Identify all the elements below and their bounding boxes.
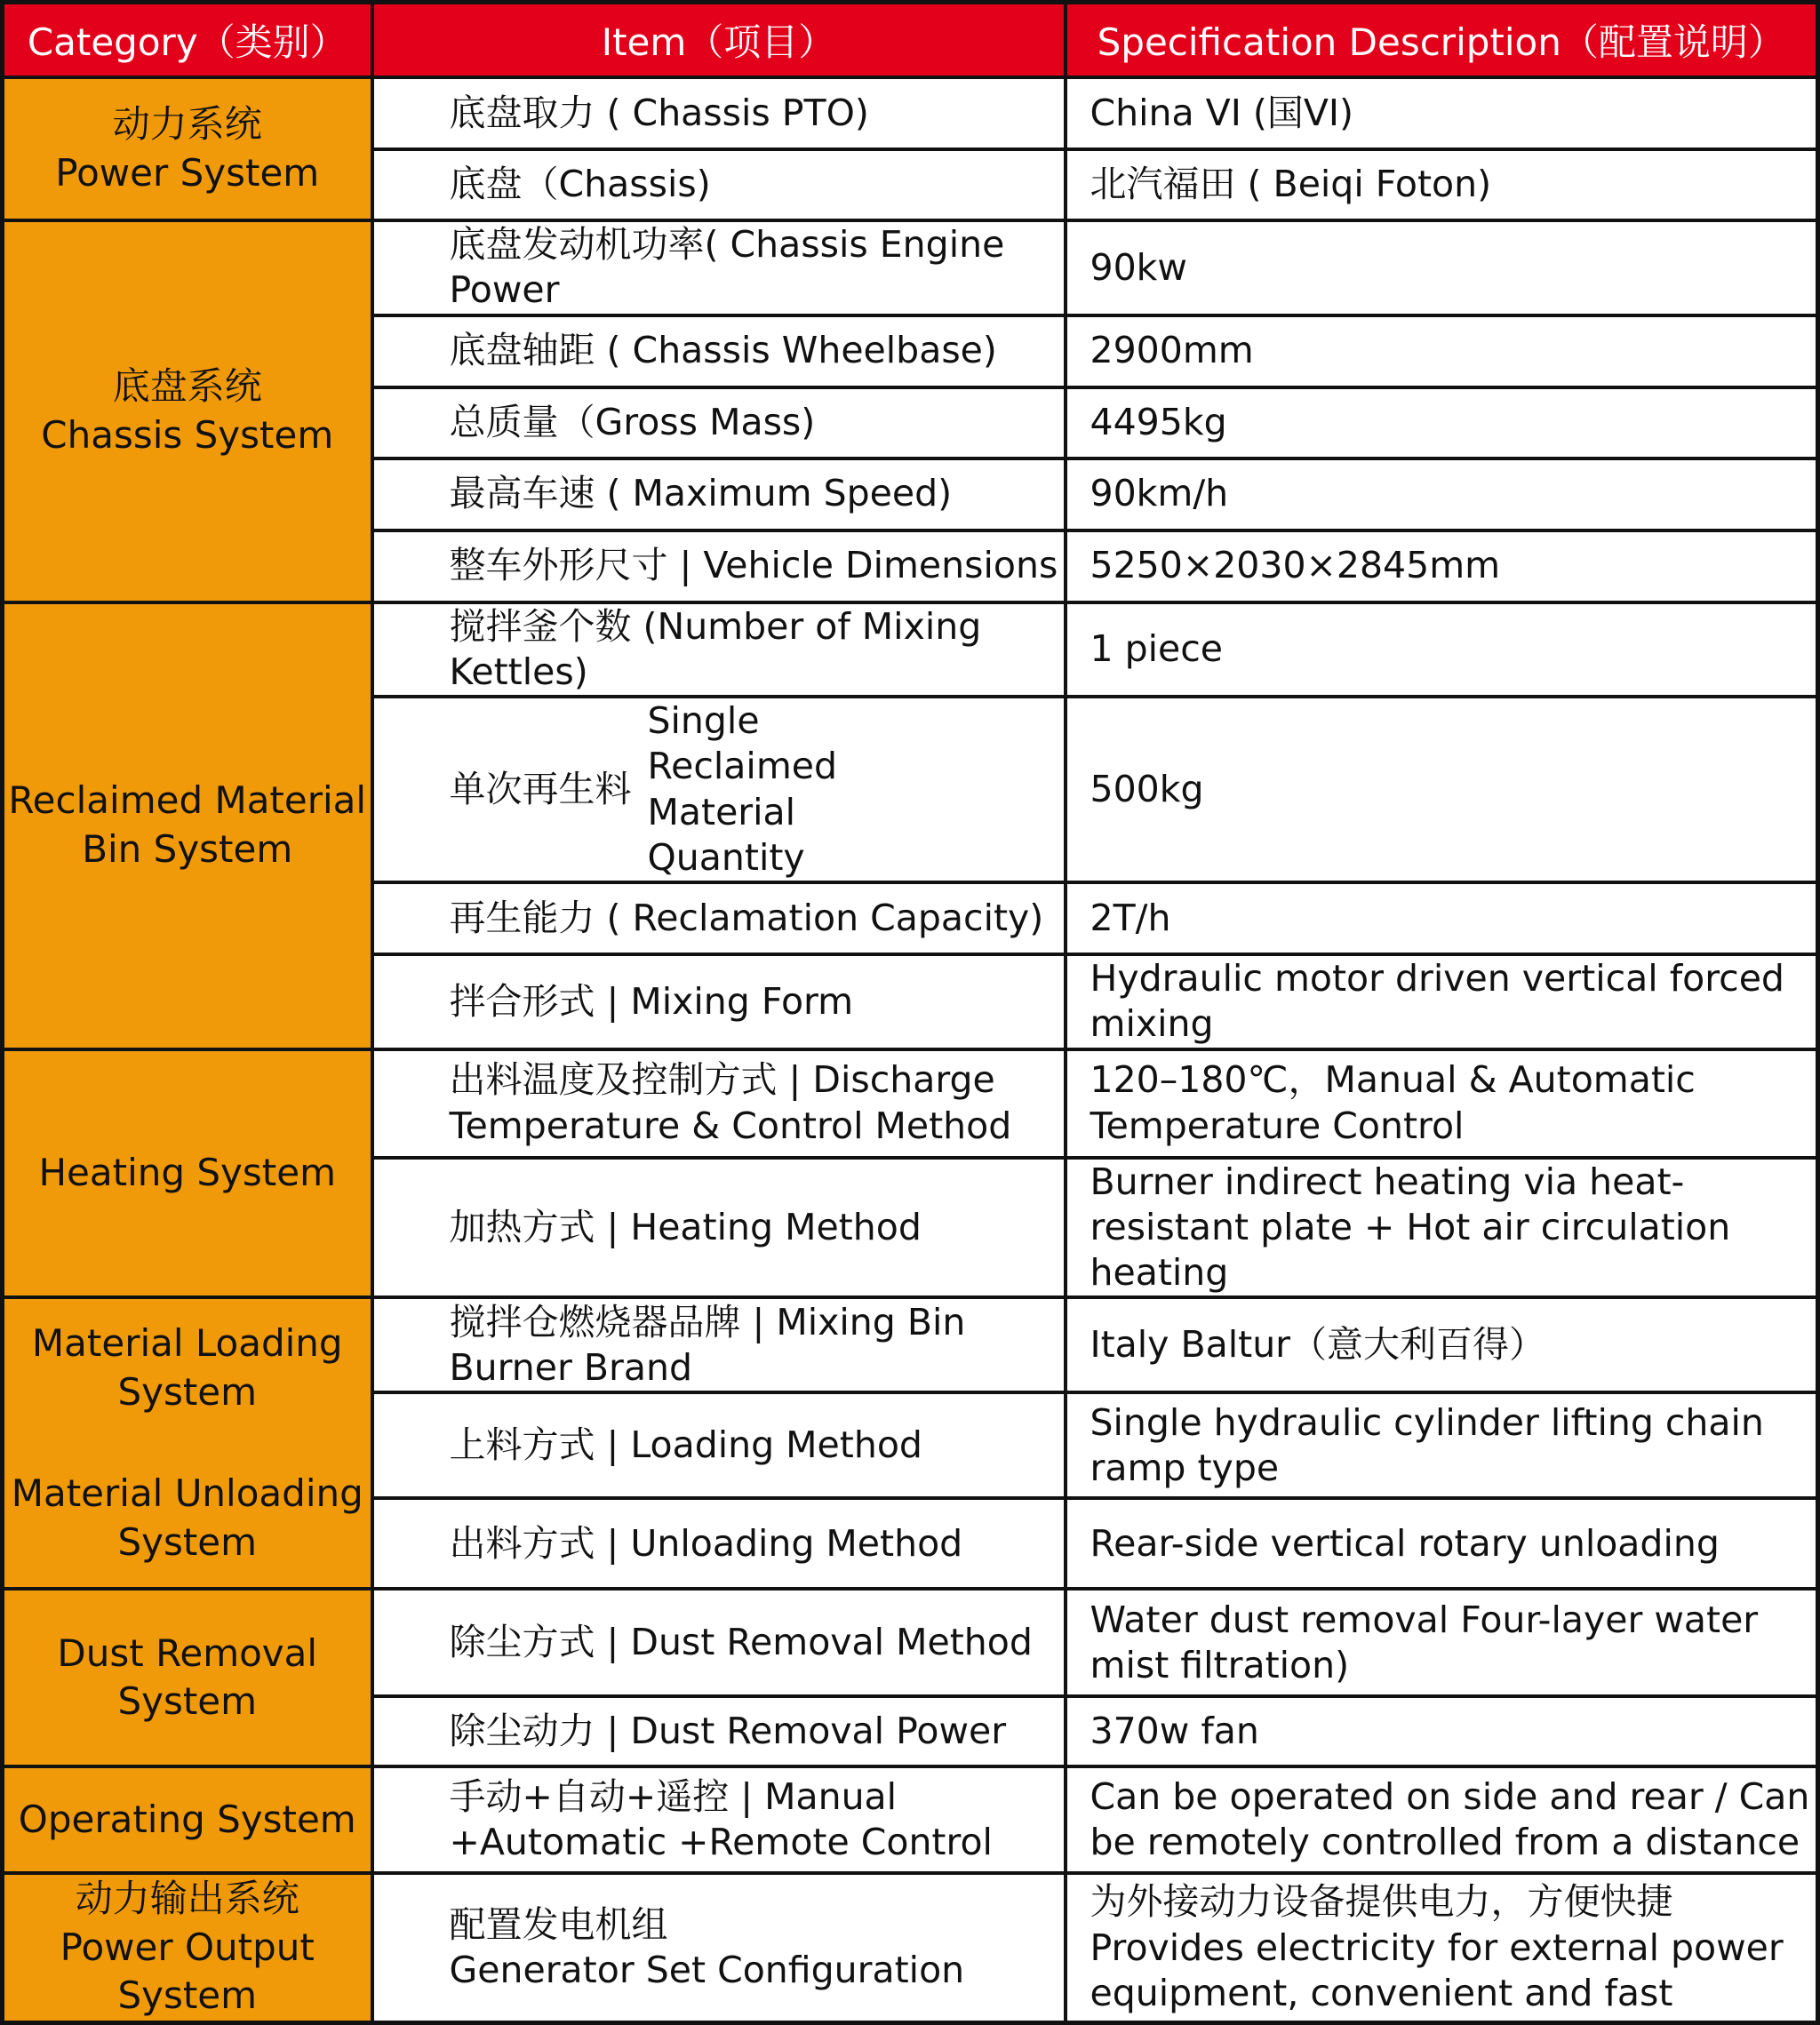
category-heating [3,1049,372,1298]
spec-cell: 370w fan [1066,1696,1818,1766]
category-label: Material Unloading [11,1471,363,1516]
category-label: Power System [55,150,320,195]
item-cell: 底盘（Chassis) [372,149,1066,220]
category-label: Reclaimed Material [8,778,367,823]
item-cell: 底盘轴距 ( Chassis Wheelbase) [372,315,1066,387]
category-label: 动力输出系统 [75,1877,299,1921]
item-cell: 搅拌仓燃烧器品牌 | Mixing Bin Burner Brand [372,1297,1066,1392]
category-label: Material Loading [31,1321,343,1366]
spec-cell: Single hydraulic cylinder lifting chain ramp type [1066,1392,1818,1498]
category-operating [3,1766,372,1873]
item-cell: 出料方式 | Unloading Method [372,1498,1066,1589]
category-reclaimed [3,602,372,1049]
item-cell [372,1873,1066,2022]
item-en: Single Reclaimed Material Quantity [647,699,838,879]
table-row [3,1873,1818,2022]
category-label: Heating System [38,1151,337,1195]
item-cell: 上料方式 | Loading Method [372,1392,1066,1498]
item-cell: 底盘发动机功率( Chassis Engine Power [372,220,1066,315]
category-output [3,1873,372,2022]
category-label: Bin System [82,827,293,871]
spec-en: Provides electricity for external power equipment, convenient and fast [1090,1925,1784,2014]
category-label: Operating System [18,1797,356,1841]
table-row [3,220,1818,315]
spec-cell: Rear-side vertical rotary unloading [1066,1498,1818,1589]
category-label: 底盘系统 [112,364,262,409]
item-cell: 除尘方式 | Dust Removal Method [372,1589,1066,1696]
item-cn: 单次再生料 [449,767,632,810]
table-row [3,77,1818,149]
table-row [3,1589,1818,1696]
category-label: System [117,1679,258,1724]
spec-cell: Water dust removal Four-layer water mist filtration) [1066,1589,1818,1696]
spec-cell [1066,1873,1818,2022]
spec-cell: Hydraulic motor driven vertical forced mixing [1066,954,1818,1049]
header-row [3,3,1818,78]
category-label: System [117,1519,258,1564]
header-spec: Specification Description（配置说明） [1066,3,1818,78]
table-row [3,1297,1818,1392]
table-row [3,602,1818,698]
item-en: Generator Set Configuration [449,1949,965,1992]
item-cell: 除尘动力 | Dust Removal Power [372,1696,1066,1766]
spec-cell: Italy Baltur（意大利百得） [1066,1297,1818,1392]
header-item: Item（项目） [372,3,1066,78]
item-cell: 拌合形式 | Mixing Form [372,954,1066,1049]
spec-cell: Burner indirect heating via heat-resistant plate + Hot air circulation heating [1066,1158,1818,1298]
item-cell: 手动+自动+遥控 | Manual +Automatic +Remote Control [372,1766,1066,1873]
table-row [3,1049,1818,1158]
spec-cell: 2900mm [1066,315,1818,387]
spec-cell: 500kg [1066,697,1818,882]
category-chassis [3,220,372,602]
spec-cell: 1 piece [1066,602,1818,698]
spec-cell: Can be operated on side and rear / Can be remotely controlled from a distance [1066,1766,1818,1873]
item-cell [372,697,1066,882]
category-label: Power Output System [60,1925,315,2018]
category-loading-unloading [3,1297,372,1589]
table-row [3,1766,1818,1873]
spec-cell: 2T/h [1066,882,1818,954]
header-category: Category（类别） [3,3,372,78]
category-label: Dust Removal [57,1630,318,1675]
spec-cn: 为外接动力设备提供电力，方便快捷 [1090,1880,1673,1924]
category-label: 动力系统 [112,101,262,146]
category-dust [3,1589,372,1766]
category-label: System [117,1369,258,1414]
category-power [3,77,372,220]
item-cell: 总质量（Gross Mass) [372,387,1066,458]
spec-cell: China VI (国VI) [1066,77,1818,149]
item-cell: 搅拌釜个数 (Number of Mixing Kettles) [372,602,1066,698]
item-cn: 配置发电机组 [449,1902,668,1946]
item-cell: 再生能力 ( Reclamation Capacity) [372,882,1066,954]
category-label: Chassis System [41,412,334,457]
spec-cell: 90kw [1066,220,1818,315]
item-cell: 加热方式 | Heating Method [372,1158,1066,1298]
item-cell: 最高车速 ( Maximum Speed) [372,458,1066,530]
spec-cell: 120–180℃，Manual & Automatic Temperature Control [1066,1049,1818,1158]
item-cell: 底盘取力 ( Chassis PTO) [372,77,1066,149]
spec-cell: 4495kg [1066,387,1818,458]
item-cell: 出料温度及控制方式 | Discharge Temperature & Control Method [372,1049,1066,1158]
spec-cell: 北汽福田 ( Beiqi Foton) [1066,149,1818,220]
spec-cell: 90km/h [1066,458,1818,530]
spec-cell: 5250×2030×2845mm [1066,530,1818,602]
item-cell: 整车外形尺寸 | Vehicle Dimensions [372,530,1066,602]
